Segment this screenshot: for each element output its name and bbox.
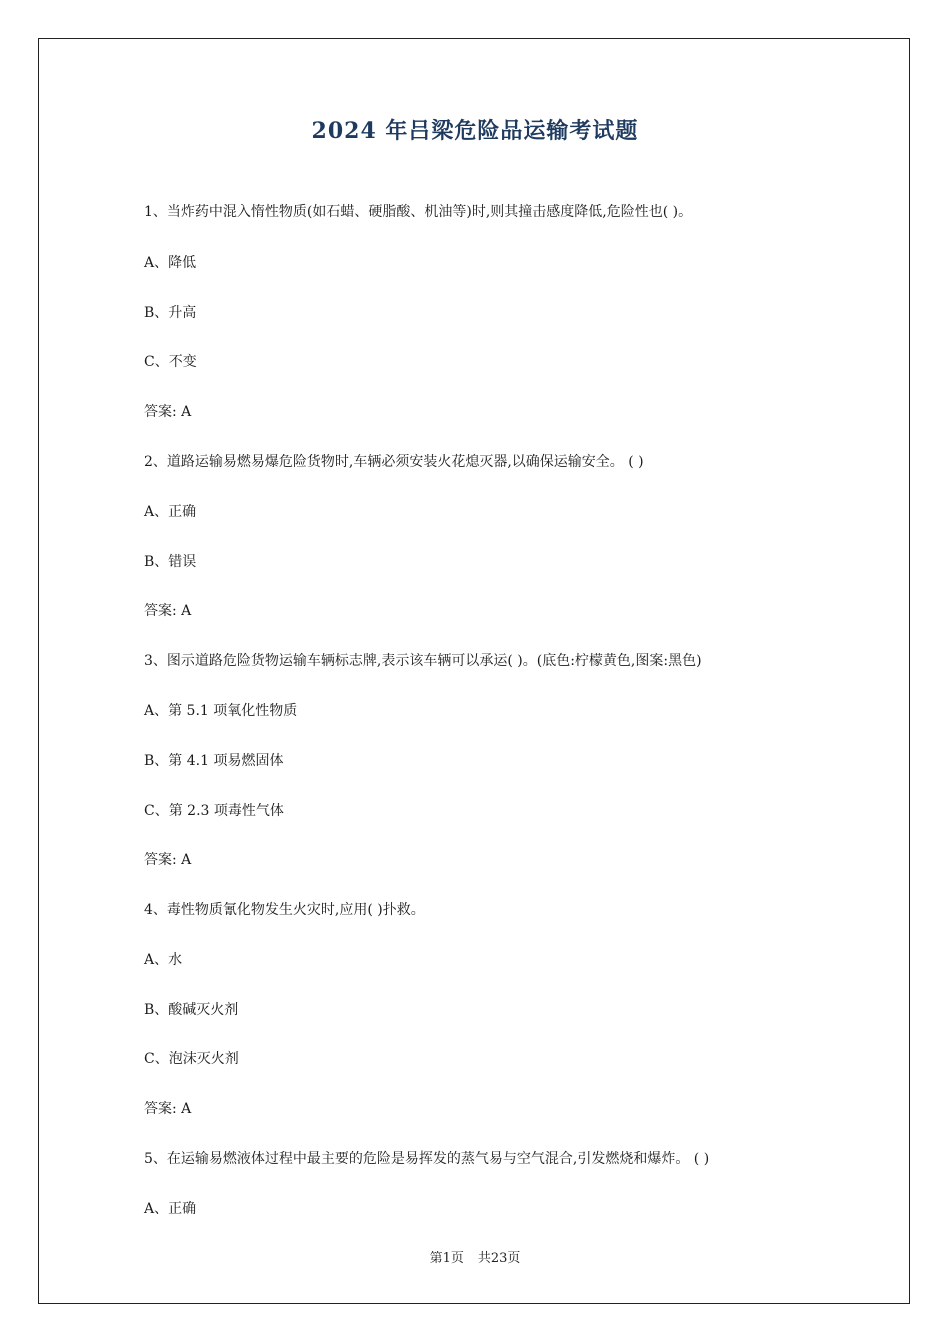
- question-1-stem: 1、当炸药中混入惰性物质(如石蜡、硬脂酸、机油等)时,则其撞击感度降低,危险性也( )。: [144, 204, 693, 220]
- question-1-answer: 答案: A: [144, 404, 192, 420]
- question-3-option-a: A、第 5.1 项氧化性物质: [144, 703, 298, 719]
- question-4-option-b: B、酸碱灭火剂: [144, 1002, 239, 1018]
- question-5-stem: 5、在运输易燃液体过程中最主要的危险是易挥发的蒸气易与空气混合,引发燃烧和爆炸。 ( ): [144, 1151, 710, 1167]
- question-2-answer: 答案: A: [144, 603, 192, 619]
- page-number: 第1页: [429, 1251, 464, 1266]
- question-5-option-a: A、正确: [144, 1201, 197, 1217]
- question-4-option-c: C、泡沫灭火剂: [144, 1051, 239, 1067]
- question-4-option-a: A、水: [144, 952, 183, 968]
- question-2-option-a: A、正确: [144, 504, 197, 520]
- question-3-option-b: B、第 4.1 项易燃固体: [144, 753, 284, 769]
- question-1-option-c: C、不变: [144, 354, 197, 370]
- question-2-stem: 2、道路运输易燃易爆危险货物时,车辆必须安装火花熄灭器,以确保运输安全。 ( ): [144, 454, 644, 470]
- question-3-stem: 3、图示道路危险货物运输车辆标志牌,表示该车辆可以承运( )。(底色:柠檬黄色,图案:黑色): [144, 653, 702, 669]
- question-4-stem: 4、毒性物质氰化物发生火灾时,应用( )扑救。: [144, 902, 425, 918]
- question-3-answer: 答案: A: [144, 852, 192, 868]
- document-title: 2024 年吕梁危险品运输考试题: [311, 118, 639, 144]
- question-2-option-b: B、错误: [144, 554, 197, 570]
- question-4-answer: 答案: A: [144, 1101, 192, 1117]
- page-total: 共23页: [477, 1251, 521, 1266]
- page-footer: [0, 1247, 950, 1266]
- question-1-option-b: B、升高: [144, 305, 197, 321]
- question-3-option-c: C、第 2.3 项毒性气体: [144, 803, 284, 819]
- question-1-option-a: A、降低: [144, 255, 197, 271]
